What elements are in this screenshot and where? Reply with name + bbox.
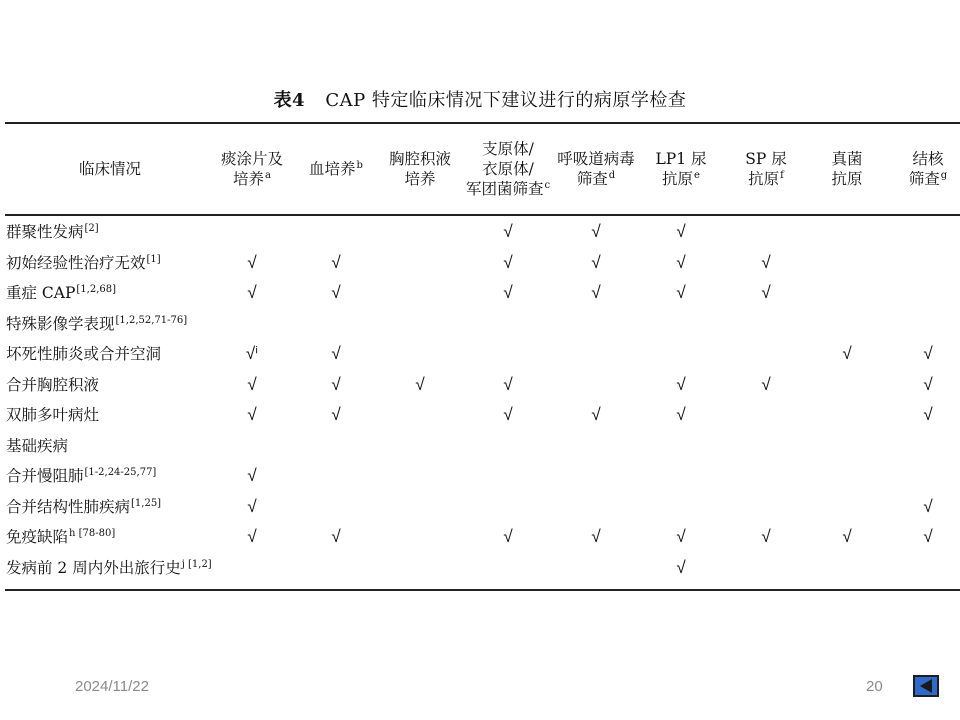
footer-date: 2024/11/22 <box>75 678 149 695</box>
column-header-footnote: b <box>356 160 363 171</box>
check-mark: √ <box>761 252 771 273</box>
check-mark: √ <box>591 405 601 425</box>
table-row <box>0 431 960 461</box>
check-mark: √ <box>923 374 933 395</box>
column-header-text: LP1 尿 <box>655 150 707 168</box>
row-label <box>6 278 116 308</box>
check-mark: √ <box>331 405 341 425</box>
column-header-text: 真菌 <box>831 150 863 168</box>
check-mark: √ <box>676 283 686 303</box>
row-label <box>6 248 161 278</box>
check-mark: √ <box>247 283 257 303</box>
row-label-citation: [2] <box>84 223 99 234</box>
table-row <box>0 278 960 308</box>
check-mark: √ <box>591 527 601 547</box>
row-label-text: 坏死性肺炎或合并空洞 <box>6 345 162 363</box>
column-header-line <box>389 149 451 169</box>
column-header <box>727 124 805 214</box>
column-header <box>297 124 375 214</box>
check-mark: √ <box>331 344 341 364</box>
column-header <box>550 124 642 214</box>
column-header-line <box>745 169 786 189</box>
row-label-text: 群聚性发病 <box>6 223 84 241</box>
table-row <box>0 339 960 369</box>
column-header-footnote: d <box>608 170 616 181</box>
row-label <box>6 339 161 369</box>
check-mark: √ <box>591 283 601 303</box>
column-header-line <box>909 169 947 189</box>
column-header-line <box>389 169 451 189</box>
table-bottom-rule <box>5 589 960 591</box>
row-label-text: 免疫缺陷 <box>6 528 69 546</box>
column-header-footnote: a <box>265 170 271 181</box>
column-header-text: 抗原 <box>748 170 780 188</box>
previous-slide-button[interactable] <box>913 675 939 697</box>
check-mark: √ⁱ <box>245 344 259 364</box>
table-row <box>0 553 960 583</box>
table-row <box>0 217 960 247</box>
column-header-text: 衣原体/ <box>482 160 534 178</box>
check-mark: √ <box>503 283 513 303</box>
column-header-text: 临床情况 <box>78 160 141 178</box>
column-header-footnote: f <box>780 170 784 181</box>
column-header-line <box>831 149 862 169</box>
column-header-line <box>909 149 947 169</box>
check-mark: √ <box>676 252 686 273</box>
row-label-citation: [1,25] <box>131 497 162 509</box>
check-mark: √ <box>331 283 341 303</box>
row-label-text: 发病前 2 周内外出旅行史 <box>6 558 181 577</box>
column-header-line <box>745 149 786 169</box>
row-label-citation: j [1,2] <box>181 558 212 570</box>
column-header <box>460 124 556 214</box>
row-label <box>6 461 156 491</box>
check-mark: √ <box>842 527 852 547</box>
column-header-line <box>466 179 550 199</box>
check-mark: √ <box>247 252 257 273</box>
back-triangle-icon <box>915 677 937 695</box>
row-label <box>6 217 99 247</box>
check-mark: √ <box>503 252 513 273</box>
check-mark: √ <box>331 374 341 395</box>
column-header-text: 痰涂片及 <box>220 150 283 168</box>
row-label-text: 重症 CAP <box>6 284 76 302</box>
column-header-text: 胸腔积液 <box>388 150 451 168</box>
column-header-line <box>466 159 550 179</box>
column-header-text: 培养 <box>233 170 265 188</box>
table-row <box>0 492 960 522</box>
table-row <box>0 461 960 491</box>
column-header-line <box>221 169 283 189</box>
check-mark: √ <box>247 405 257 425</box>
column-header-footnote: g <box>940 170 948 181</box>
column-header-footnote: c <box>544 180 551 191</box>
check-mark: √ <box>247 496 257 517</box>
column-header-line <box>655 149 706 169</box>
check-mark: √ <box>923 344 933 364</box>
column-header <box>812 124 882 214</box>
check-mark: √ <box>761 374 771 395</box>
column-header-text: 军团菌筛查 <box>465 180 544 198</box>
column-header-line <box>831 169 862 189</box>
check-mark: √ <box>676 405 686 425</box>
row-label <box>6 400 99 430</box>
check-mark: √ <box>923 405 933 425</box>
table-header-rule <box>5 214 960 216</box>
check-mark: √ <box>676 557 686 578</box>
row-label-text: 合并结构性肺疾病 <box>6 497 131 516</box>
check-mark: √ <box>676 222 686 242</box>
check-mark: √ <box>331 252 341 273</box>
column-header-line <box>557 169 635 189</box>
column-header <box>642 124 720 214</box>
column-header-text: 筛查 <box>576 170 608 188</box>
row-label <box>6 553 212 583</box>
check-mark: √ <box>761 283 771 303</box>
column-header-line <box>309 159 363 179</box>
column-header <box>381 124 459 214</box>
table-title-text: CAP 特定临床情况下建议进行的病原学检查 <box>325 90 687 111</box>
row-label-citation: [1,2,68] <box>76 284 117 295</box>
column-header-text: 呼吸道病毒 <box>557 150 635 168</box>
check-mark: √ <box>503 527 513 547</box>
check-mark: √ <box>247 466 257 486</box>
check-mark: √ <box>247 527 257 547</box>
page-number: 20 <box>866 678 883 695</box>
table-title <box>0 86 960 112</box>
row-label <box>6 522 115 552</box>
column-header-text: 抗原 <box>831 170 863 188</box>
row-label-text: 特殊影像学表现 <box>6 314 115 333</box>
row-label-text: 基础疾病 <box>6 436 69 455</box>
column-header-text: 培养 <box>404 170 436 188</box>
check-mark: √ <box>591 252 601 273</box>
row-label-citation: [1,2,52,71-76] <box>115 314 188 326</box>
column-header-text: 筛查 <box>908 170 940 188</box>
table-row <box>0 370 960 400</box>
check-mark: √ <box>331 527 341 547</box>
column-header-line <box>557 149 635 169</box>
column-header-text: 支原体/ <box>482 140 534 158</box>
row-label <box>6 431 68 461</box>
row-label-citation: h [78-80] <box>69 528 116 539</box>
column-header <box>5 124 215 214</box>
row-label-citation: [1] <box>146 253 161 265</box>
check-mark: √ <box>503 405 513 425</box>
check-mark: √ <box>923 496 933 517</box>
table-row <box>0 309 960 339</box>
check-mark: √ <box>503 222 513 242</box>
column-header-line <box>221 149 283 169</box>
check-mark: √ <box>842 344 852 364</box>
check-mark: √ <box>923 527 933 547</box>
row-label-citation: [1-2,24-25,77] <box>84 467 157 478</box>
column-header-footnote: e <box>694 170 700 181</box>
column-header <box>893 124 960 214</box>
row-label-text: 初始经验性治疗无效 <box>6 253 146 272</box>
check-mark: √ <box>676 374 686 395</box>
check-mark: √ <box>761 527 771 547</box>
check-mark: √ <box>676 527 686 547</box>
table-row <box>0 248 960 278</box>
table-row <box>0 400 960 430</box>
check-mark: √ <box>503 374 513 395</box>
row-label-text: 双肺多叶病灶 <box>6 406 100 424</box>
column-header <box>213 124 291 214</box>
check-mark: √ <box>247 374 257 395</box>
column-header-line <box>79 159 141 179</box>
row-label-text: 合并胸腔积液 <box>6 375 100 394</box>
row-label <box>6 309 187 339</box>
check-mark: √ <box>415 374 425 395</box>
column-header-text: 结核 <box>912 150 944 168</box>
row-label <box>6 370 99 400</box>
row-label <box>6 492 161 522</box>
column-header-text: SP 尿 <box>745 150 787 168</box>
table-row <box>0 522 960 552</box>
row-label-text: 合并慢阻肺 <box>6 467 84 485</box>
column-header-line <box>466 139 550 159</box>
column-header-text: 血培养 <box>309 160 356 178</box>
column-header-text: 抗原 <box>662 170 694 188</box>
check-mark: √ <box>591 222 601 242</box>
table-number: 表4 <box>273 90 306 111</box>
column-header-line <box>655 169 706 189</box>
